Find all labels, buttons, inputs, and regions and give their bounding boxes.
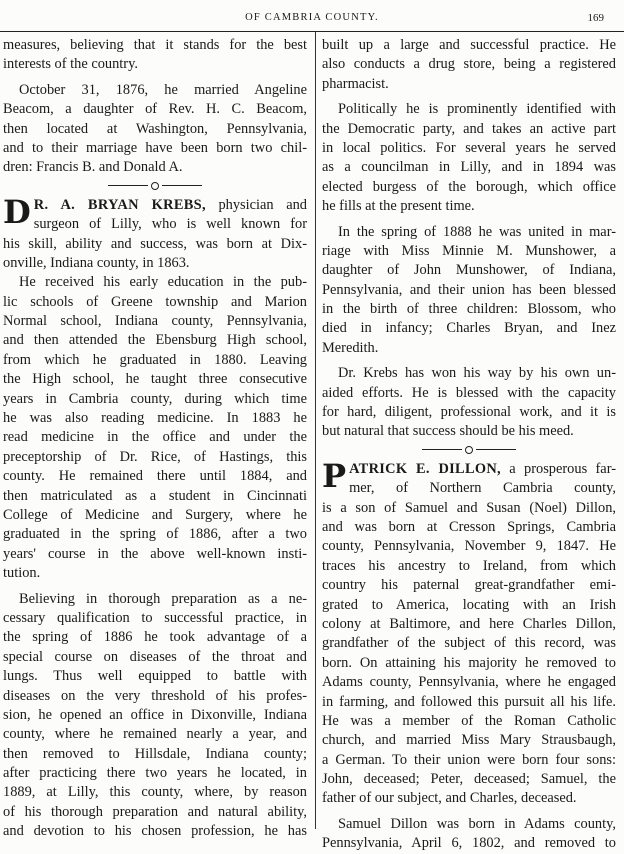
text-line: county. He remained there until 1884, and [3,468,307,485]
text-line: He received his early education in the pub- [19,274,307,291]
text-line: as a councilman in Lilly, and in 1894 was [322,159,616,176]
text-line: born. On attaining his majority he removed to [322,654,616,671]
text-line: Believing in thorough preparation as a ne- [19,590,307,607]
text-line: mer, of Northern Cambria county, [349,480,616,497]
text-line: he fills at the present time. [322,198,475,215]
text-line: died in infancy; Charles Bryan, and Inez [322,320,616,337]
text-line: father of our subject, and Charles, deceased. [322,790,577,807]
drop-cap: D [3,192,31,231]
text-line: the High school, he taught three consecutive [3,371,307,388]
subject-name: R. A. BRYAN KREBS, [33,196,206,213]
text-line: years' course in the above well-known insti- [3,545,307,562]
dillon-biography-intro [322,456,616,809]
header-rule [0,31,624,32]
text-line: read medicine in the office and under the [3,429,307,446]
krebs-biography-intro [3,192,307,274]
text-line: his skill, ability and success, was born at Dix- [3,235,307,252]
text-line: of his thorough preparation and natural ability, [3,803,307,820]
text-line: in local politics. For several years he served [322,139,616,156]
text-line: after practicing there two years he located, in [3,765,307,782]
text-line: a German. To their union were born four sons: [322,751,616,768]
text-line: Politically he is prominently identified with [338,101,616,118]
text-line: He was a member of the Roman Catholic [322,712,616,729]
text-line: and was born at Cresson Springs, Cambria [322,518,616,535]
text-line: riage with Miss Minnie M. Munshower, a [322,242,616,259]
text-line: the spring of 1886 he took advantage of a [3,629,307,646]
text-line: grated to America, locating with an Irish [322,596,616,613]
text-line: and then attended the Ebensburg High school, [3,332,307,349]
practice-paragraph [322,36,616,94]
text-line: colony at Baltimore, and here Charles Dillon, [322,615,616,632]
text-line: preceptorship of Dr. Rice, of Hastings, this [3,448,307,465]
section-divider [3,180,307,192]
text-line: but natural that success should be his meed. [322,423,574,440]
section-divider [322,444,616,456]
text-line: John, deceased; Peter, deceased; Samuel, the [322,771,616,788]
text-line: sion, he opened an office in Dixonville, Indiana [3,706,307,723]
text-line: then located at Washington, Pennsylvania, [3,120,307,137]
text-line: 1889, at Lilly, this county, where, by reason [3,784,307,801]
text-line: Pennsylvania, April 6, 1802, and removed to [322,835,616,852]
text-line: years in Cambria county, during which time [3,390,307,407]
text-line: built up a large and successful practice. He [322,37,616,53]
text-line: county, where he remained nearly a year, and [3,726,307,743]
politics-paragraph [322,100,616,216]
text-line: interests of the country. [3,56,138,73]
text-line: for hard, diligent, professional work, and it is [322,404,616,421]
text-span: a prosperous far- [500,460,616,477]
text-line: onville, Indiana county, in 1863. [3,254,190,271]
page-header [0,0,624,30]
text-line: Normal school, Indiana county, Pennsylvania, [3,313,307,330]
marriage-paragraph [3,81,307,178]
text-line: lungs. Thus well equipped to battle with [3,668,307,685]
column-divider [315,32,316,829]
text-line: grandfather of the subject of this record, was [322,635,616,652]
carryover-paragraph [3,36,307,75]
text-line: surgeon of Lilly, who is well known for [33,216,307,233]
text-line: Meredith. [322,339,379,356]
preparation-paragraph [3,590,307,842]
text-line: Samuel Dillon was born in Adams county, [338,815,616,832]
drop-cap: P [322,456,347,495]
text-line: and to their marriage have been born two chil- [3,139,307,156]
text-line: measures, believing that it stands for the best [3,37,307,53]
text-line: he was also reading medicine. In 1883 he [3,410,307,427]
text-line: College of Medicine and Surgery, where he [3,506,307,523]
closing-paragraph [322,364,616,442]
text-line: in the birth of three children: Blossom, who [322,301,616,318]
text-line: and devotion to his chosen profession, he has [3,823,307,840]
text-line: pharmacist. [322,75,389,92]
text-line: in farming, and followed this pursuit all his life. [322,693,616,710]
education-paragraph [3,273,307,583]
text-line: Dr. Krebs has won his way by his own un- [338,365,616,382]
ornament-icon [151,182,159,190]
text-line: tution. [3,565,41,582]
text-line: graduated in the spring of 1886, after a two [3,526,307,543]
text-line: country his paternal great-grandfather emi- [322,577,616,594]
samuel-paragraph [322,815,616,854]
text-line: Adams county, Pennsylvania, where he engaged [322,674,616,691]
text-line: the Democratic party, and takes an active part [322,120,616,137]
left-column [3,36,307,842]
text-line: lic schools of Greene township and Marion [3,293,307,310]
text-line: aided efforts. He is blessed with the capacity [322,384,616,401]
text-line: special course on diseases of the throat and [3,648,307,665]
right-column [322,36,616,854]
text-line: then removed to Hillsdale, Indiana county; [3,745,307,762]
text-line: is a son of Samuel and Susan (Noel) Dillon, [322,499,616,516]
text-line: from which he graduated in 1880. Leaving [3,351,307,368]
page-number: 169 [587,12,604,24]
text-span: physician and [205,196,307,213]
text-line: October 31, 1876, he married Angeline [19,81,307,98]
text-line: daughter of John Munshower, of Indiana, [322,262,616,279]
text-line: traces his ancestry to Ireland, from which [322,557,616,574]
text-line: Beacom, a daughter of Rev. H. C. Beacom, [3,101,307,118]
text-line: dren: Francis B. and Donald A. [3,159,183,176]
text-line: church, and married Miss Mary Strausbaugh, [322,732,616,749]
marriage-paragraph [322,223,616,359]
text-line: then matriculated as a student in Cincinnati [3,487,307,504]
text-line: elected burgess of the borough, which office [322,178,616,195]
subject-name: ATRICK E. DILLON, [349,460,501,477]
text-line: cessary qualification to successful practice, in [3,609,307,626]
text-line: In the spring of 1888 he was united in mar- [338,223,616,240]
text-line: also conducts a drug store, being a registered [322,56,616,73]
ornament-icon [465,446,473,454]
text-line: diseases on the very threshold of his profes- [3,687,307,704]
text-line: county, Pennsylvania, November 9, 1847. He [322,538,616,555]
text-line: Pennsylvania, and their union has been blessed [322,281,616,298]
running-title: OF CAMBRIA COUNTY. [245,12,379,23]
